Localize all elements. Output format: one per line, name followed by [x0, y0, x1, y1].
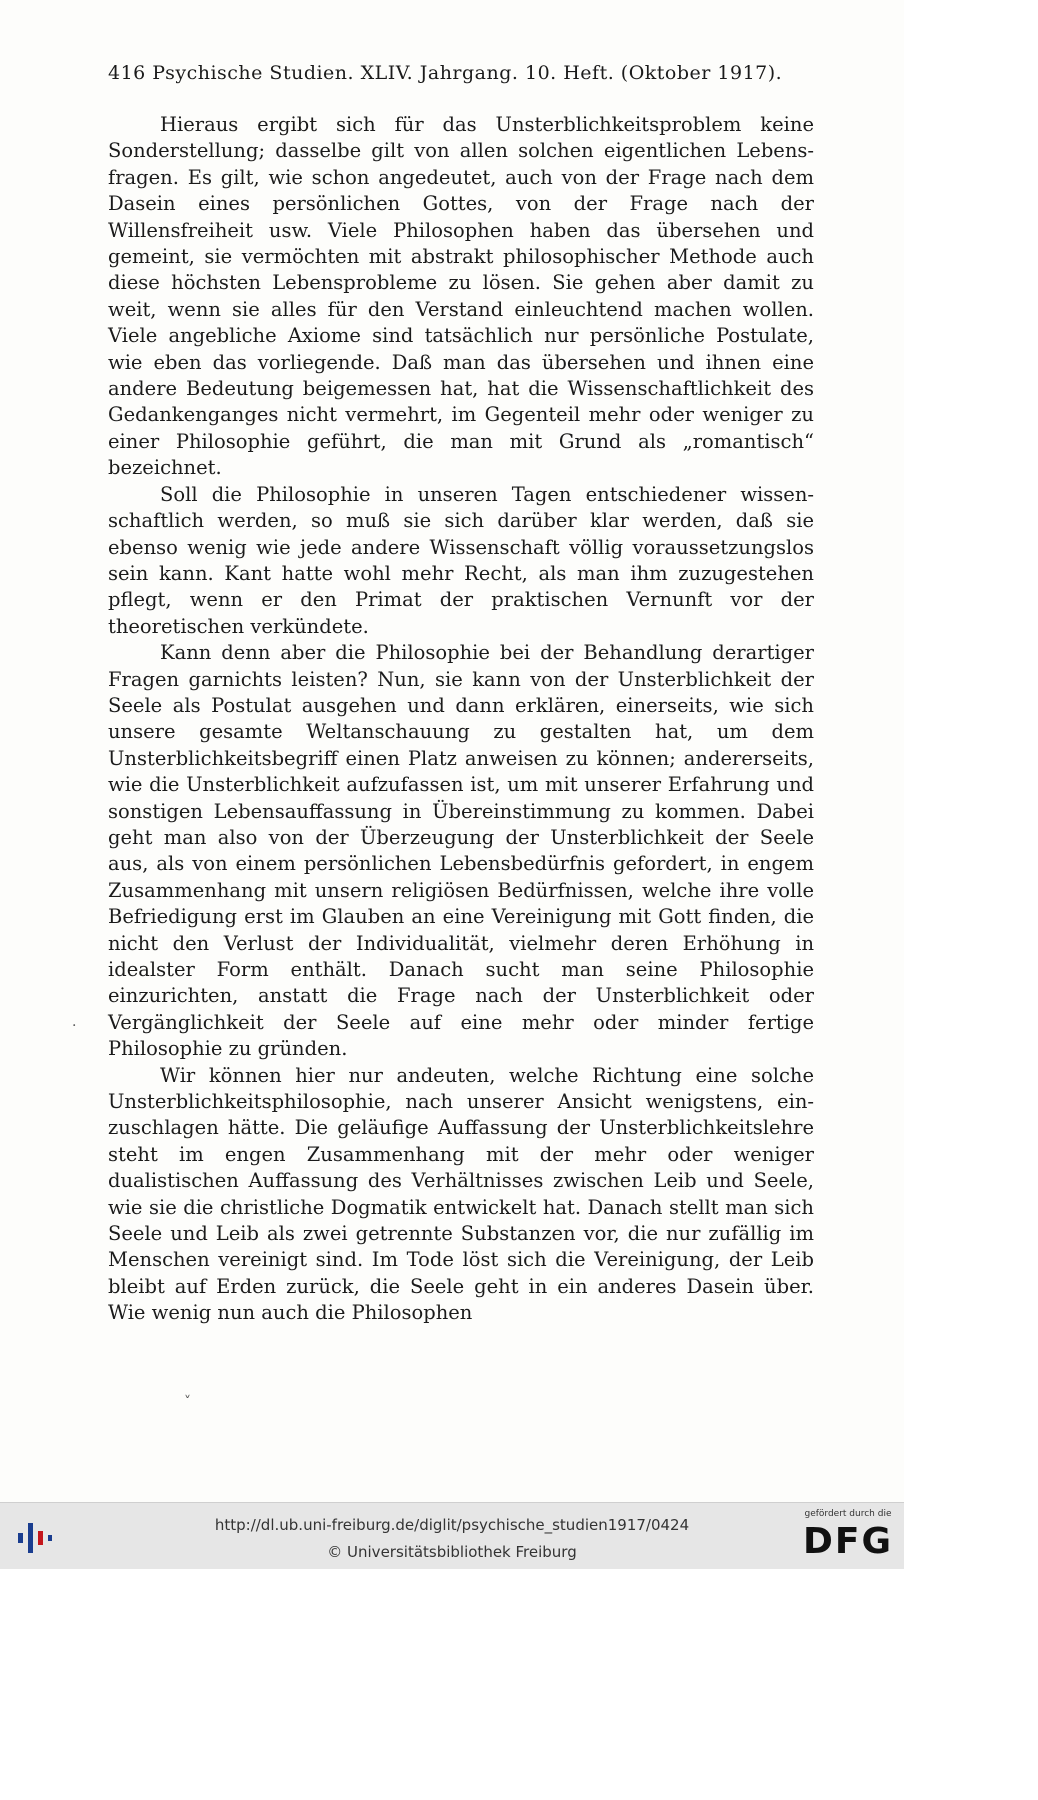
- paragraph-4: Wir können hier nur andeuten, welche Richtung eine solche Unsterblichkeitsphilosophie, nach unserer Ansicht wenigstens, einzuschlagen hätte. Die geläufige Auffassung der Unsterblichkeitslehre steht im engen Zusammenhang mit der mehr oder weniger dualistischen Auffassung des Verhältnisses zwischen Leib und Seele, wie sie die christliche Dogmatik entwickelt hat. Danach stellt man sich Seele und Leib als zwei getrennte Substanzen vor, die nur zufällig im Menschen vereinigt sind. Im Tode löst sich die Vereinigung, der Leib bleibt auf Erden zurück, die Seele geht in ein anderes Dasein über. Wie wenig nun auch die Philosophen: [108, 1063, 814, 1325]
- scan-speck: ˅: [184, 1394, 191, 1410]
- article-body: [108, 112, 814, 1327]
- funding-note: gefördert durch die: [804, 1509, 892, 1519]
- copyright-notice: © Universitätsbibliothek Freiburg: [327, 1543, 577, 1561]
- dfg-logo-icon: DFG: [802, 1521, 894, 1562]
- scan-speck: ·: [72, 1018, 77, 1034]
- paragraph-2: Soll die Philosophie in unseren Tagen entschiedener wissenschaftlich werden, so muß sie sich darüber klar werden, daß sie ebenso wenig wie jede andere Wissenschaft völlig voraussetzungslos sein kann. Kant hatte wohl mehr Recht, als man ihm zuzugestehen pflegt, wenn er den Primat der praktischen Vernunft vor der theoretischen verkündete.: [108, 482, 814, 638]
- permalink[interactable]: http://dl.ub.uni-freiburg.de/diglit/psychische_studien1917/0424: [214, 1516, 690, 1534]
- paragraph-3: Kann denn aber die Philosophie bei der Behandlung derartiger Fragen garnichts leisten? Nun, sie kann von der Unsterblichkeit der Seele als Postulat ausgehen und dann erklären, einerseits, wie sich unsere gesamte Weltanschauung zu gestalten hat, um dem Unsterblichkeitsbegriff einen Platz anweisen zu können; andererseits, wie die Unsterblichkeit aufzufassen ist, um mit unserer Erfahrung und sonstigen Lebensauffassung in Übereinstimmung zu kommen. Dabei geht man also von der Überzeugung der Unsterblichkeit der Seele aus, als von einem persönlichen Lebensbedürfnis gefordert, in engem Zusammenhang mit unsern religiösen Bedürfnissen, welche ihre volle Befriedigung erst im Glauben an eine Vereinigung mit Gott finden, die nicht den Verlust der Individualität, vielmehr deren Erhöhung in idealster Form enthält. Danach sucht man seine Philosophie einzurichten, anstatt die Frage nach der Unsterblichkeit oder Vergänglichkeit der Seele auf eine mehr oder minder fertige Philosophie zu gründen.: [108, 641, 814, 1061]
- paragraph-1: Hieraus ergibt sich für das Unsterblichkeitsproblem keine Sonderstellung; dasselbe gilt von allen solchen eigentlichen Lebensfragen. Es gilt, wie schon angedeutet, auch von der Frage nach dem Dasein eines persönlichen Gottes, von der Frage nach der Willensfreiheit usw. Viele Philosophen haben das übersehen und gemeint, sie vermöchten mit abstrakt philosophischer Methode auch diese höchsten Lebensprobleme zu lösen. Sie gehen aber damit zu weit, wenn sie alles für den Verstand einleuchtend machen wollen. Viele angebliche Axiome sind tatsächlich nur persönliche Postulate, wie eben das vorliegende. Daß man das übersehen und ihnen eine andere Bedeutung beigemessen hat, hat die Wissenschaftlichkeit des Gedankenganges nicht vermehrt, im Gegenteil mehr oder weniger zu einer Philosophie geführt, die man mit Grund als „romantisch“ bezeichnet.: [108, 113, 814, 480]
- digitization-footer: [0, 1502, 904, 1569]
- running-header: 416 Psychische Studien. XLIV. Jahrgang. 10. Heft. (Oktober 1917).: [108, 62, 783, 84]
